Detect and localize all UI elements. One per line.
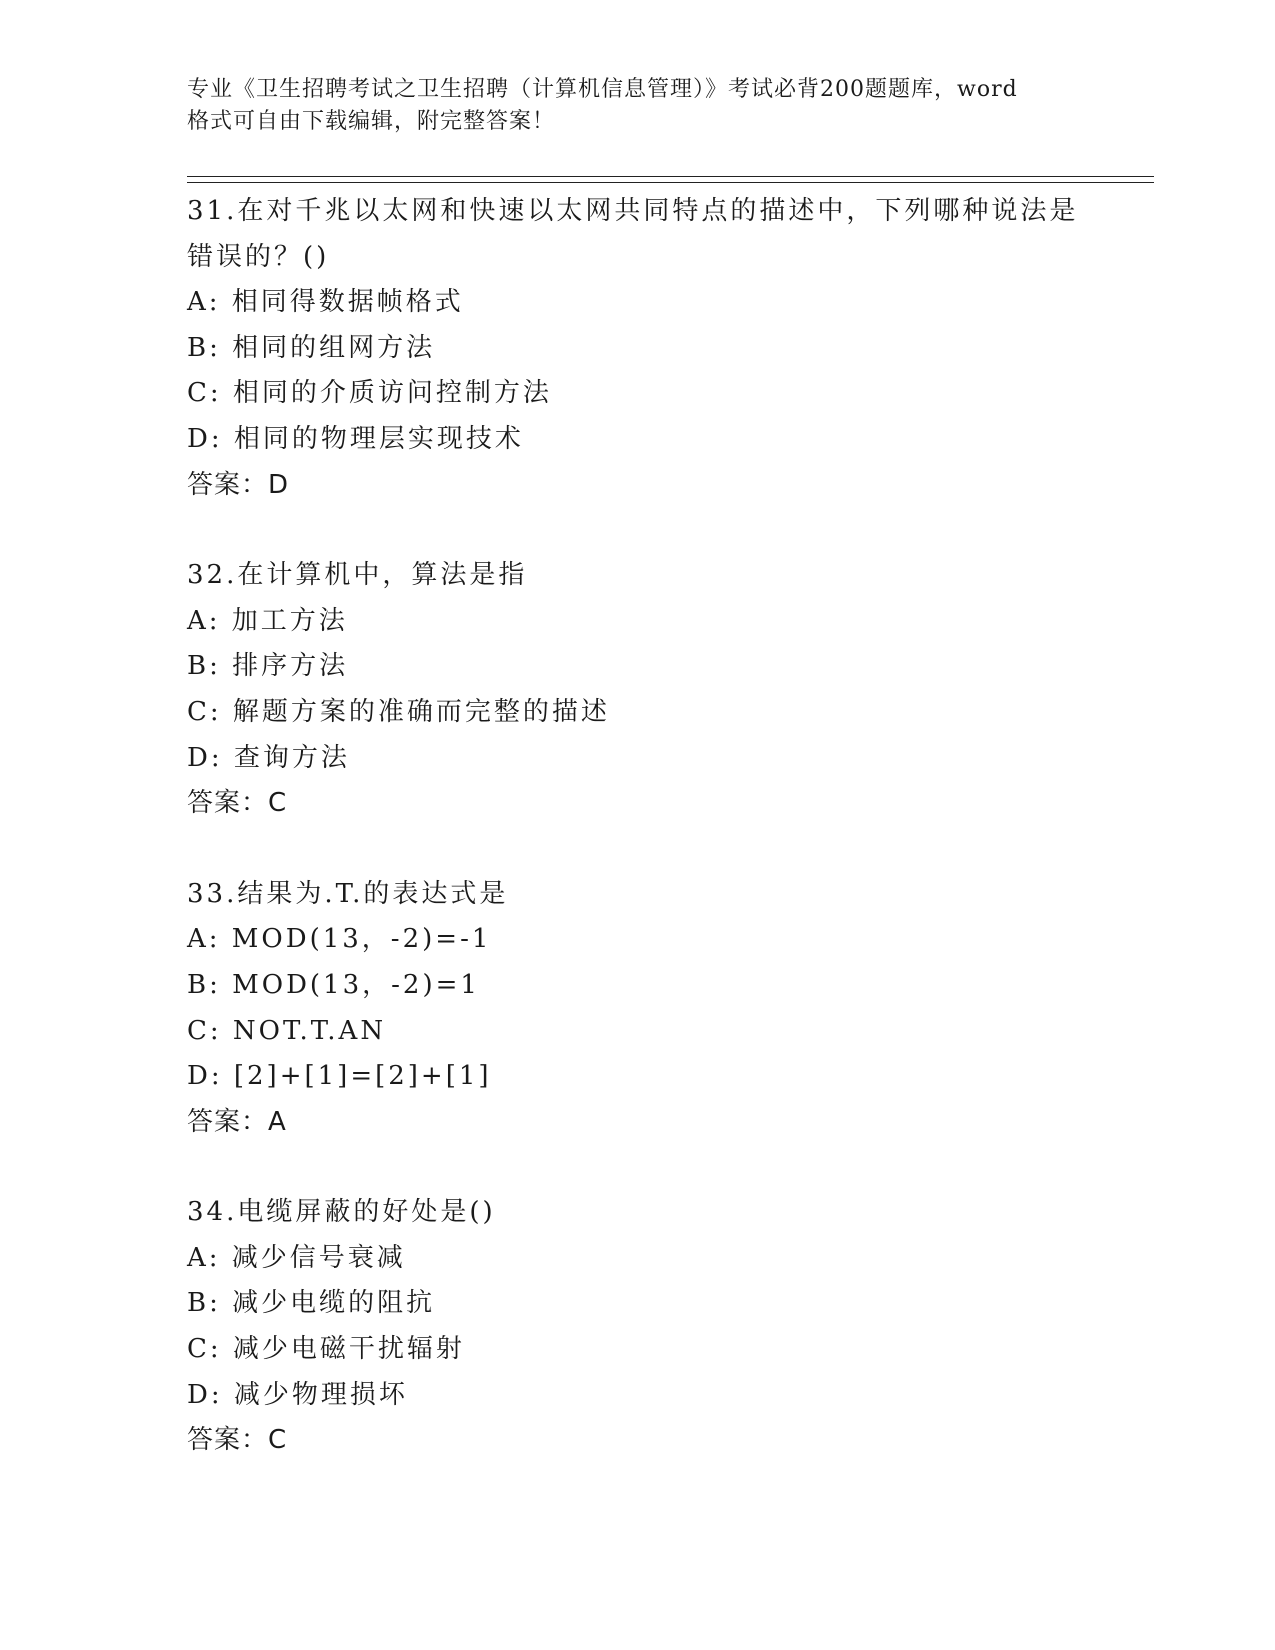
option-b: B: 排序方法 — [187, 651, 349, 682]
answer: 答案：D — [187, 469, 290, 500]
option-c: C: 减少电磁干扰辐射 — [187, 1334, 465, 1365]
option-c: C: NOT.T.AN — [187, 1015, 387, 1046]
document-header — [187, 74, 1087, 138]
option-b: B: 减少电缆的阻抗 — [187, 1288, 436, 1319]
question-stem: 错误的？() — [187, 241, 330, 272]
question-stem: 32.在计算机中，算法是指 — [187, 560, 528, 591]
question-31 — [187, 189, 1147, 508]
header-line-2: 格式可自由下载编辑，附完整答案！ — [187, 109, 556, 134]
question-32 — [187, 553, 1147, 827]
header-divider-top — [187, 176, 1154, 177]
option-d: D: 减少物理损坏 — [187, 1379, 408, 1410]
option-a: A: 相同得数据帧格式 — [187, 287, 464, 318]
question-33 — [187, 872, 1147, 1146]
option-c: C: 解题方案的准确而完整的描述 — [187, 696, 610, 727]
option-b: B: 相同的组网方法 — [187, 332, 436, 363]
answer: 答案：A — [187, 1106, 287, 1137]
header-line-1: 专业《卫生招聘考试之卫生招聘（计算机信息管理）》考试必背200题题库，word — [187, 77, 1018, 102]
answer: 答案：C — [187, 1425, 288, 1456]
option-d: D: [2]+[1]=[2]+[1] — [187, 1061, 492, 1092]
question-34 — [187, 1190, 1147, 1464]
option-b: B: MOD(13，-2)=1 — [187, 969, 480, 1000]
option-a: A: 减少信号衰减 — [187, 1242, 406, 1273]
header-divider-bottom — [187, 182, 1154, 183]
option-d: D: 相同的物理层实现技术 — [187, 423, 524, 454]
option-d: D: 查询方法 — [187, 742, 350, 773]
question-stem: 33.结果为.T.的表达式是 — [187, 878, 509, 909]
option-c: C: 相同的介质访问控制方法 — [187, 378, 552, 409]
answer: 答案：C — [187, 788, 288, 819]
question-list — [187, 189, 1147, 1509]
question-stem: 34.电缆屏蔽的好处是() — [187, 1197, 496, 1228]
option-a: A: 加工方法 — [187, 605, 348, 636]
question-stem: 31.在对千兆以太网和快速以太网共同特点的描述中，下列哪种说法是 — [187, 196, 1079, 226]
option-a: A: MOD(13，-2)=-1 — [187, 924, 492, 955]
